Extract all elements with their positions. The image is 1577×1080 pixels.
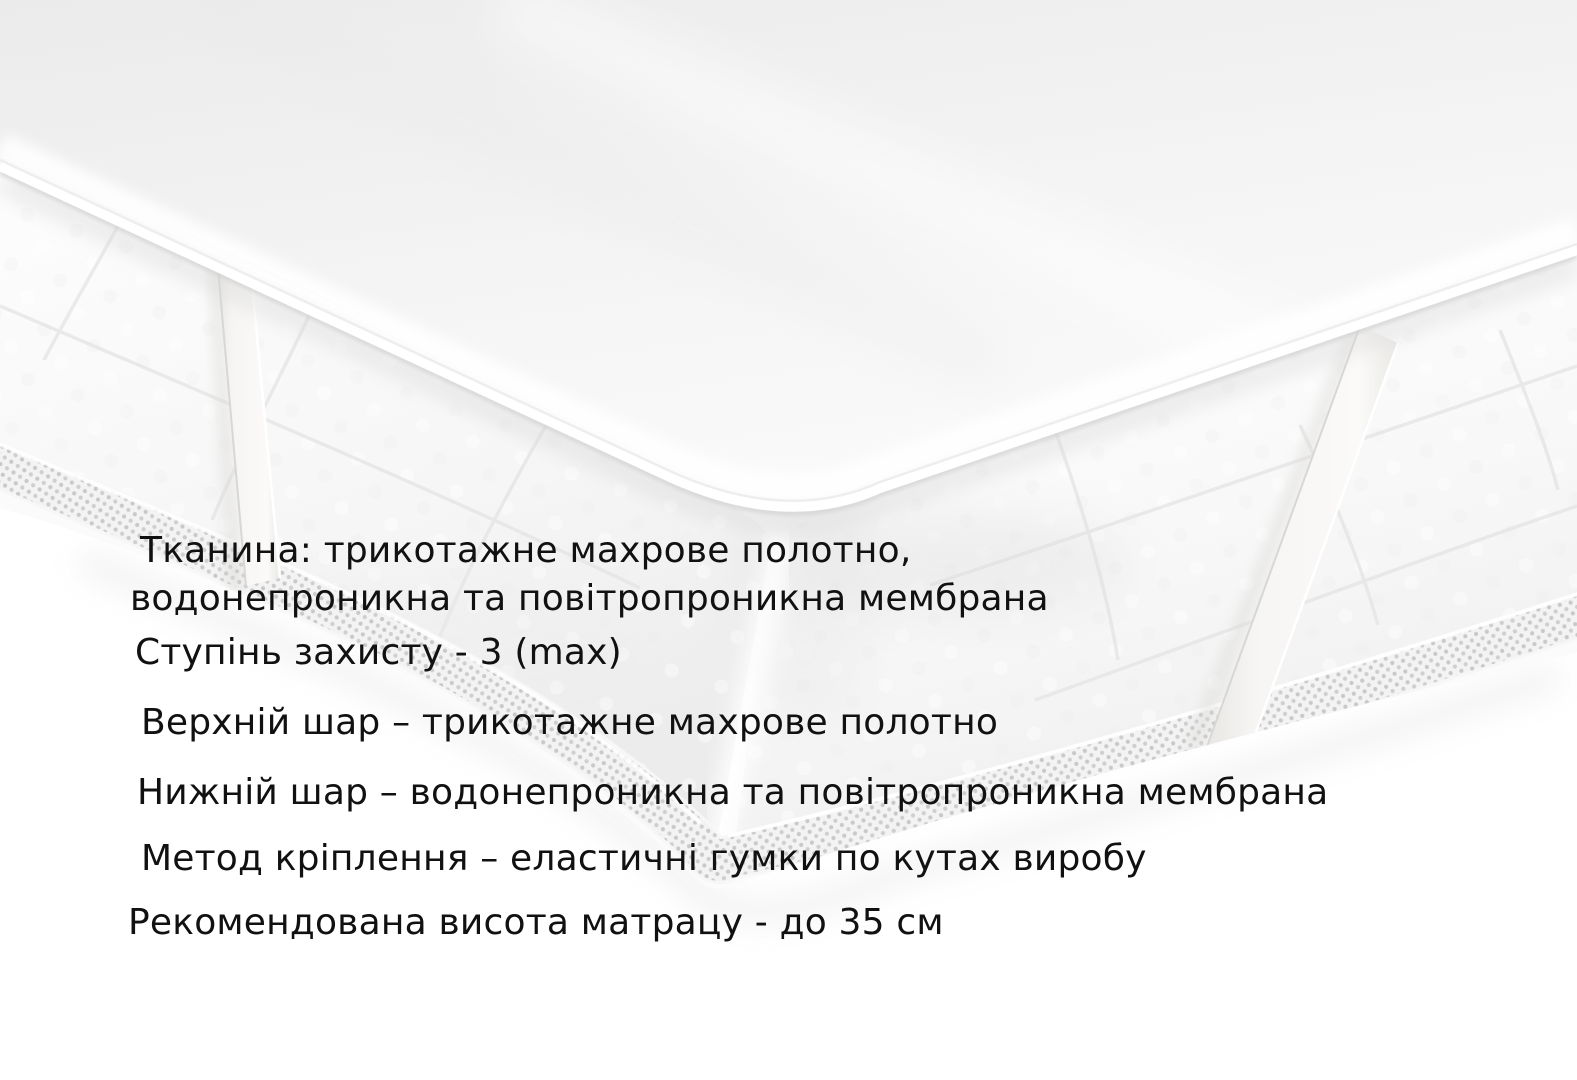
- spec-line-fabric: Тканина: трикотажне махрове полотно,: [140, 530, 912, 571]
- spec-line-fabric-cont: водонепроникна та повітропроникна мембрана: [130, 578, 1049, 619]
- spec-line-top-layer: Верхній шар – трикотажне махрове полотно: [141, 702, 999, 743]
- spec-line-protection: Ступінь захисту - 3 (max): [135, 632, 622, 673]
- spec-line-mattress-height: Рекомендована висота матрацу - до 35 см: [128, 902, 944, 943]
- spec-line-fixing-method: Метод кріплення – еластичні гумки по кутах виробу: [141, 838, 1147, 879]
- spec-line-bottom-layer: Нижній шар – водонепроникна та повітропроникна мембрана: [137, 772, 1329, 813]
